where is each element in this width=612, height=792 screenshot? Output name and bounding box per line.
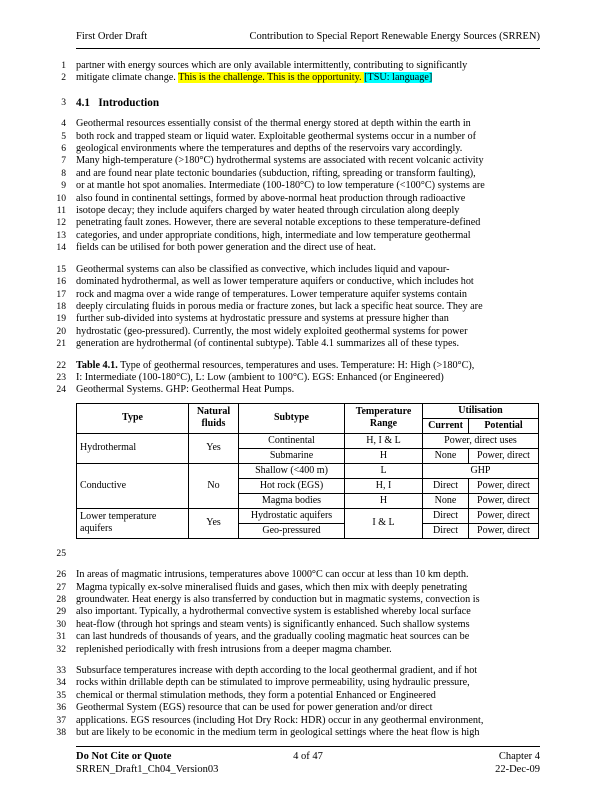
line-text (76, 131, 540, 143)
line-number: 37 (56, 714, 66, 726)
line-text (76, 326, 540, 338)
text-segment: or at mantle hot spot anomalies. Intermediate (100-180°C) to low temperature (<100°C) systems are (76, 180, 485, 192)
document-body (52, 60, 540, 739)
table-header-cell: Natural fluids (189, 403, 239, 433)
highlight-yellow: This is the challenge. This is the opportunity. (178, 72, 365, 84)
text-segment: 4.1 Introduction (76, 96, 160, 109)
text-segment: rock and magma over a wide range of temperatures. Lower temperature aquifer systems contain (76, 288, 467, 300)
text-line (52, 276, 540, 288)
table-cell: Direct (423, 478, 469, 493)
text-line (52, 372, 540, 384)
text-segment: In areas of magmatic intrusions, temperatures above 1000°C can occur at less than 10 km depth. (76, 569, 469, 581)
text-block (52, 360, 540, 397)
resource-table-wrap (76, 403, 540, 539)
table-row (77, 463, 539, 478)
text-segment: Many high-temperature (>180°C) hydrothermal systems are associated with recent volcanic activity (76, 155, 484, 167)
table-cell: Yes (189, 433, 239, 463)
text-line (52, 715, 540, 727)
line-number: 5 (61, 130, 66, 142)
line-text (76, 180, 540, 192)
table-header-cell: Current (423, 418, 469, 433)
chapter-label: Chapter 4 (498, 751, 541, 762)
text-segment: Geothermal resources essentially consist of the thermal energy stored at depth within the earth in (76, 118, 471, 130)
line-text (76, 60, 540, 72)
line-number: 25 (56, 547, 66, 559)
text-line (52, 168, 540, 180)
draft-status-label: First Order Draft (76, 31, 148, 42)
text-line (52, 180, 540, 192)
line-text (76, 715, 540, 727)
table-cell: H (345, 493, 423, 508)
line-number: 29 (56, 606, 66, 618)
text-line (52, 569, 540, 581)
text-block (52, 264, 540, 351)
line-text (76, 264, 540, 276)
line-number: 12 (56, 217, 66, 229)
line-text (76, 665, 540, 677)
text-line (52, 205, 540, 217)
text-segment: hydrostatic (geo-pressured). Currently, the most widely exploited geothermal systems for power (76, 325, 468, 337)
table-cell: Hot rock (EGS) (239, 478, 345, 493)
line-text (76, 118, 540, 130)
text-segment: deeply circulating fluids in porous media or fracture zones, but lack a specific heat source. They are (76, 300, 483, 312)
line-text (76, 594, 540, 606)
line-text (76, 313, 540, 325)
text-line (52, 313, 540, 325)
text-segment: chemical or thermal stimulation methods, they form a potential Enhanced or Engineered (76, 689, 436, 701)
table-cell: None (423, 493, 469, 508)
text-line (52, 384, 540, 396)
line-text (76, 548, 540, 560)
table-header-cell: Subtype (239, 403, 345, 433)
line-number: 20 (56, 325, 66, 337)
table-cell: Direct (423, 508, 469, 523)
text-line (52, 326, 540, 338)
line-number: 19 (56, 313, 66, 325)
text-segment: partner with energy sources which are only available intermittently, contributing to significantly (76, 60, 468, 71)
line-text (76, 582, 540, 594)
date-label: 22-Dec-09 (495, 764, 540, 775)
line-text (76, 569, 540, 581)
table-cell: H, I (345, 478, 423, 493)
line-text (76, 631, 540, 643)
table-cell: Hydrostatic aquifers (239, 508, 345, 523)
text-line (52, 60, 540, 72)
footer-row-2 (76, 763, 540, 776)
text-line (52, 631, 540, 643)
table-cell: Power, direct (469, 523, 539, 538)
text-line (52, 338, 540, 350)
text-segment: also found in continental settings, formed by above-normal heat production through radioactive (76, 192, 466, 204)
line-number: 28 (56, 593, 66, 605)
version-label: SRREN_Draft1_Ch04_Version03 (76, 764, 219, 775)
text-line (52, 690, 540, 702)
line-text (76, 338, 540, 350)
text-segment: Subsurface temperatures increase with depth according to the local geothermal gradient, and if hot (76, 665, 478, 676)
text-line (52, 193, 540, 205)
table-cell: Power, direct uses (423, 433, 539, 448)
highlight-cyan: [TSU: language] (364, 72, 433, 84)
line-text (76, 242, 540, 254)
text-line (52, 242, 540, 254)
line-text (76, 97, 540, 109)
line-text (76, 690, 540, 702)
geothermal-resource-table (76, 403, 539, 539)
line-number: 23 (56, 371, 66, 383)
cite-notice: Do Not Cite or Quote (76, 751, 172, 762)
line-number: 32 (56, 643, 66, 655)
text-line (52, 131, 540, 143)
line-text (76, 360, 540, 372)
table-cell: Hydrothermal (77, 433, 189, 463)
text-line (52, 665, 540, 677)
text-segment: can last hundreds of thousands of years, and the gradually cooling magmatic heat sources can be (76, 631, 470, 643)
line-text (76, 644, 540, 656)
table-header-cell: Potential (469, 418, 539, 433)
table-cell: Continental (239, 433, 345, 448)
table-header-cell: Type (77, 403, 189, 433)
text-segment: fields can be utilised for both power generation and the direct use of heat. (76, 242, 376, 254)
line-number: 11 (56, 205, 66, 217)
table-cell: GHP (423, 463, 539, 478)
line-text (76, 72, 540, 84)
text-line (52, 594, 540, 606)
line-number: 27 (56, 581, 66, 593)
text-segment: rocks within drillable depth can be stimulated to improve permeability, using hydraulic pressure, (76, 677, 470, 689)
table-cell: Shallow (<400 m) (239, 463, 345, 478)
text-line (52, 360, 540, 372)
line-number: 34 (56, 677, 66, 689)
text-block (52, 97, 540, 109)
table-cell: None (423, 448, 469, 463)
text-line (52, 644, 540, 656)
line-text (76, 276, 540, 288)
text-segment: isotope decay; they include aquifers charged by water heated through circulation along deeply (76, 205, 460, 217)
text-segment: replenished periodically with fresh intrusions from a deeper magma chamber. (76, 643, 392, 655)
line-text (76, 372, 540, 384)
line-text (76, 301, 540, 313)
line-number: 9 (61, 180, 66, 192)
text-segment: I: Intermediate (100-180°C), L: Low (ambient to 100°C). EGS: Enhanced (or Engineered) (76, 371, 444, 383)
text-block (52, 548, 540, 560)
table-header-cell: Utilisation (423, 403, 539, 418)
text-segment: Geothermal System (EGS) resource that can be used for power generation and/or direct (76, 702, 433, 714)
line-number: 22 (56, 359, 66, 371)
text-segment: generation are hydrothermal (of continental subtype). Table 4.1 summarizes all of these types. (76, 338, 459, 350)
line-text (76, 143, 540, 155)
line-text (76, 702, 540, 714)
text-line (52, 143, 540, 155)
text-line (52, 702, 540, 714)
text-segment: Type of geothermal resources, temperatures and uses. Temperature: H: High (>180°C), (117, 359, 475, 371)
text-line (52, 72, 540, 84)
text-line (52, 727, 540, 739)
text-line (52, 264, 540, 276)
text-block (52, 60, 540, 85)
line-text (76, 155, 540, 167)
table-cell: Power, direct (469, 448, 539, 463)
line-text (76, 217, 540, 229)
text-segment: Magma typically ex-solve mineralised fluids and gases, which then mix with deeply penetrating (76, 581, 468, 593)
line-number: 26 (56, 569, 66, 581)
line-number: 33 (56, 665, 66, 676)
table-row (77, 508, 539, 523)
line-number: 18 (56, 300, 66, 312)
text-line (52, 118, 540, 130)
text-segment: geological environments where the temperatures and depths of the reservoirs vary accordingly. (76, 143, 463, 155)
text-segment: heat-flow (through hot springs and steam vents) is significantly enhanced. Such shallow systems (76, 618, 470, 630)
text-segment: and are found near plate tectonic boundaries (subduction, rifting, spreading or transform faulting), (76, 167, 476, 179)
line-text (76, 677, 540, 689)
text-line (52, 606, 540, 618)
line-number: 7 (61, 155, 66, 167)
table-cell: I & L (345, 508, 423, 538)
text-line (52, 301, 540, 313)
line-text (76, 193, 540, 205)
table-cell: L (345, 463, 423, 478)
table-row (77, 433, 539, 448)
line-text (76, 205, 540, 217)
text-line (52, 548, 540, 560)
text-line (52, 97, 540, 109)
table-cell: Submarine (239, 448, 345, 463)
table-header-row (77, 403, 539, 418)
text-segment: categories, and under appropriate conditions, high, intermediate and low temperature geothermal (76, 229, 471, 241)
text-line (52, 677, 540, 689)
text-line (52, 217, 540, 229)
line-number: 38 (56, 727, 66, 739)
line-text (76, 230, 540, 242)
line-number: 16 (56, 276, 66, 288)
table-cell: Magma bodies (239, 493, 345, 508)
text-segment: both rock and trapped steam or liquid water. Exploitable geothermal systems occur in a number of (76, 130, 477, 142)
line-number: 31 (56, 631, 66, 643)
table-cell: No (189, 463, 239, 508)
text-segment: mitigate climate change. (76, 72, 179, 84)
line-number: 17 (56, 288, 66, 300)
page-number: 4 of 47 (293, 751, 323, 762)
table-cell: Yes (189, 508, 239, 538)
text-segment: also important. Typically, a hydrothermal convective system is established whereby local surface (76, 606, 471, 618)
text-segment: groundwater. Heat energy is also transferred by conduction but in magmatic systems, convection is (76, 593, 480, 605)
page-header (76, 31, 540, 49)
text-segment: penetrating fault zones. However, there are several notable exceptions to these temperature-defined (76, 217, 481, 229)
line-number: 10 (56, 192, 66, 204)
line-text (76, 606, 540, 618)
line-number: 1 (61, 60, 66, 71)
line-number: 21 (56, 338, 66, 350)
text-segment: Table 4.1. (76, 359, 118, 371)
table-cell: Geo-pressured (239, 523, 345, 538)
line-number: 15 (56, 263, 66, 275)
text-block (52, 665, 540, 739)
line-text (76, 289, 540, 301)
line-number: 36 (56, 702, 66, 714)
line-number: 14 (56, 242, 66, 254)
line-text (76, 168, 540, 180)
table-cell: H (345, 448, 423, 463)
table-header-cell: Temperature Range (345, 403, 423, 433)
text-block (52, 118, 540, 254)
footer-row-1 (76, 750, 540, 763)
table-cell: Lower temperature aquifers (77, 508, 189, 538)
line-number: 35 (56, 689, 66, 701)
text-line (52, 619, 540, 631)
document-title: Contribution to Special Report Renewable Energy Sources (SRREN) (249, 31, 540, 42)
line-text (76, 384, 540, 396)
text-line (52, 289, 540, 301)
line-number: 4 (61, 118, 66, 130)
line-text (76, 727, 540, 739)
table-cell: Direct (423, 523, 469, 538)
text-block (52, 569, 540, 656)
line-number: 3 (61, 96, 66, 108)
text-segment: Geothermal systems can also be classified as convective, which includes liquid and vapour- (76, 263, 450, 275)
line-number: 8 (61, 167, 66, 179)
table-cell: Power, direct (469, 478, 539, 493)
line-number: 30 (56, 618, 66, 630)
text-segment: further sub-divided into systems at hydrostatic pressure and systems at pressure higher than (76, 313, 449, 325)
line-number: 24 (56, 384, 66, 396)
line-number: 13 (56, 229, 66, 241)
text-segment: Geothermal Systems. GHP: Geothermal Heat Pumps. (76, 384, 295, 396)
line-number: 2 (61, 72, 66, 84)
line-number: 6 (61, 143, 66, 155)
table-cell: H, I & L (345, 433, 423, 448)
text-segment: dominated hydrothermal, as well as lower temperature aquifers or conductive, which includes hot (76, 276, 474, 288)
table-cell: Conductive (77, 463, 189, 508)
text-line (52, 155, 540, 167)
table-cell: Power, direct (469, 493, 539, 508)
text-line (52, 230, 540, 242)
page-footer (76, 746, 540, 776)
text-segment: applications. EGS resources (including Hot Dry Rock: HDR) occur in any geothermal environment, (76, 714, 484, 726)
text-line (52, 582, 540, 594)
line-text (76, 619, 540, 631)
table-cell: Power, direct (469, 508, 539, 523)
text-segment: but are likely to be economic in the medium term in geological settings where the heat flow is high (76, 727, 480, 739)
